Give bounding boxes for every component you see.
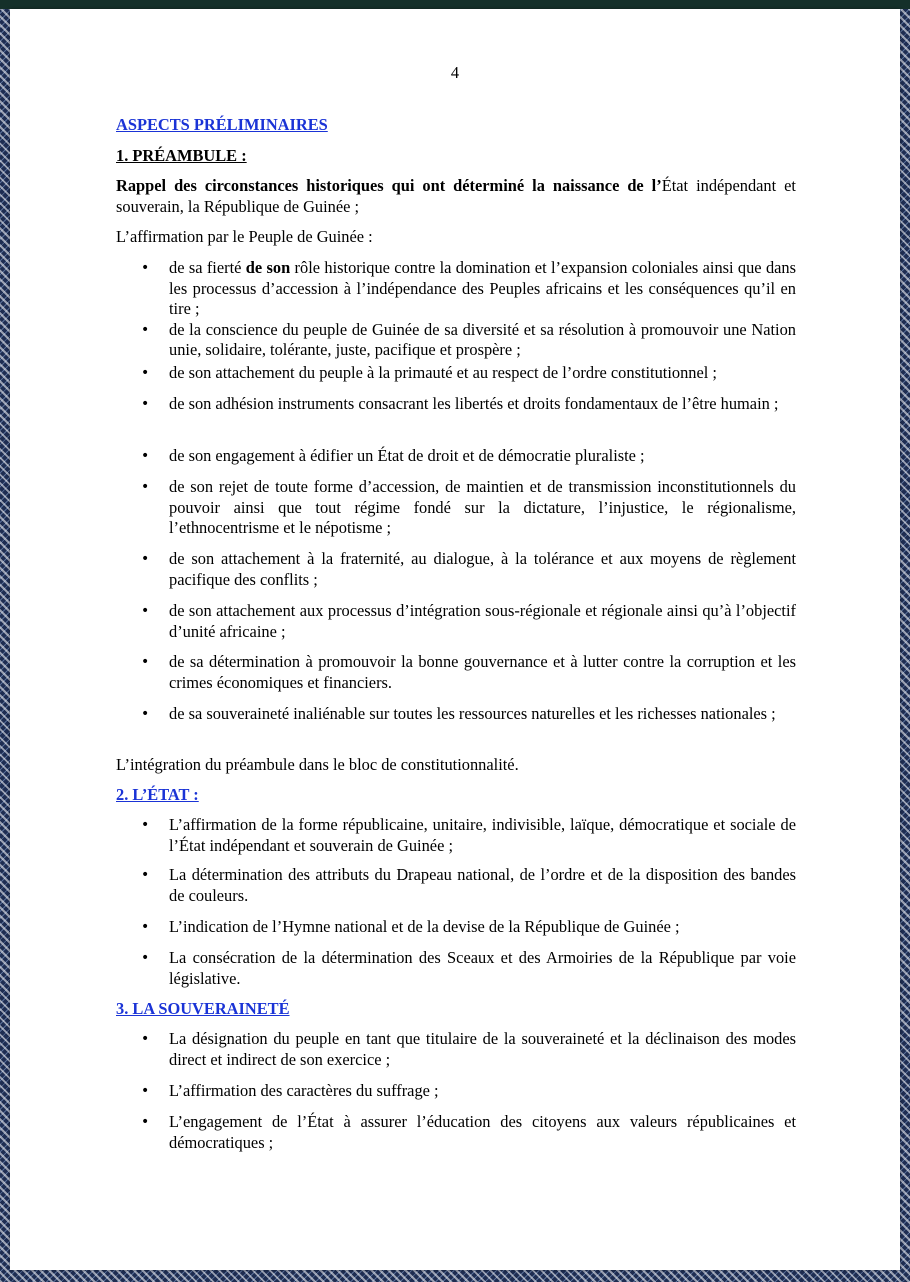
etat-list <box>116 815 796 856</box>
souverainete-list <box>116 1112 796 1153</box>
etat-list <box>116 917 796 938</box>
list-item: • de son attachement à la fraternité, au dialogue, à la tolérance et aux moyens de règlement pacifique des conflits ; <box>116 549 796 590</box>
preamble-list <box>116 363 796 384</box>
preamble-list <box>116 652 796 693</box>
list-item: • de sa fierté de son rôle historique contre la domination et l’expansion coloniales ainsi que dans les processus d’accession à l’indépendance des Peuples africains et les conséquences qu’il en tire ; <box>116 258 796 320</box>
list-item: • L’engagement de l’État à assurer l’éducation des citoyens aux valeurs républicaines et démocratiques ; <box>116 1112 796 1153</box>
section-heading-souverainete[interactable]: 3. LA SOUVERAINETÉ <box>116 999 290 1018</box>
document-page <box>10 9 900 1270</box>
preamble-list <box>116 601 796 642</box>
preamble-intro <box>116 176 796 217</box>
list-item: • de son attachement aux processus d’intégration sous-régionale et régionale ainsi qu’à l’objectif d’unité africaine ; <box>116 601 796 642</box>
preamble-intro-bold: Rappel des circonstances historiques qui ont déterminé la naissance de l’ <box>116 176 662 195</box>
preamble-list <box>116 394 796 415</box>
list-item: • de sa souveraineté inaliénable sur toutes les ressources naturelles et les richesses nationales ; <box>116 704 796 725</box>
preamble-list <box>116 258 796 361</box>
list-item: • de son attachement du peuple à la primauté et au respect de l’ordre constitutionnel ; <box>116 363 796 384</box>
preamble-list <box>116 704 796 725</box>
list-item: • La détermination des attributs du Drapeau national, de l’ordre et de la disposition des bandes de couleurs. <box>116 865 796 906</box>
section-heading-aspects-preliminaires[interactable]: ASPECTS PRÉLIMINAIRES <box>116 115 328 134</box>
section-heading-etat[interactable]: 2. L’ÉTAT : <box>116 785 199 804</box>
affirmation-label: L’affirmation par le Peuple de Guinée : <box>116 227 373 246</box>
souverainete-list <box>116 1081 796 1102</box>
list-item: • de sa détermination à promouvoir la bonne gouvernance et à lutter contre la corruption et les crimes économiques et financiers. <box>116 652 796 693</box>
preamble-list <box>116 477 796 539</box>
preamble-intro-rest: État indépendant et souverain, la République de Guinée ; <box>116 176 796 216</box>
preamble-list <box>116 549 796 590</box>
list-item: • L’indication de l’Hymne national et de la devise de la République de Guinée ; <box>116 917 796 938</box>
preamble-integration: L’intégration du préambule dans le bloc de constitutionnalité. <box>116 755 519 774</box>
list-item: • de son engagement à édifier un État de droit et de démocratie pluraliste ; <box>116 446 796 467</box>
page-number: 4 <box>450 63 460 82</box>
list-item: • de son rejet de toute forme d’accession, de maintien et de transmission inconstitutionnels du pouvoir ainsi que tout régime fondé sur la dictature, l’injustice, le régionalisme, l’ethnocentrisme et le népotisme ; <box>116 477 796 539</box>
list-item: • L’affirmation de la forme républicaine, unitaire, indivisible, laïque, démocratique et sociale de l’État indépendant et souverain de Guinée ; <box>116 815 796 856</box>
section-heading-preambule: 1. PRÉAMBULE : <box>116 146 247 165</box>
etat-list <box>116 948 796 989</box>
preamble-list <box>116 446 796 467</box>
list-item: • L’affirmation des caractères du suffrage ; <box>116 1081 796 1102</box>
list-item: • La désignation du peuple en tant que titulaire de la souveraineté et la déclinaison des modes direct et indirect de son exercice ; <box>116 1029 796 1070</box>
list-item: • La consécration de la détermination des Sceaux et des Armoiries de la République par voie législative. <box>116 948 796 989</box>
list-item: • de la conscience du peuple de Guinée de sa diversité et sa résolution à promouvoir une Nation unie, solidaire, tolérante, juste, pacifique et prospère ; <box>116 320 796 361</box>
etat-list <box>116 865 796 906</box>
list-item: • de son adhésion instruments consacrant les libertés et droits fondamentaux de l’être humain ; <box>116 394 796 415</box>
souverainete-list <box>116 1029 796 1070</box>
window-top-bar <box>0 0 910 9</box>
